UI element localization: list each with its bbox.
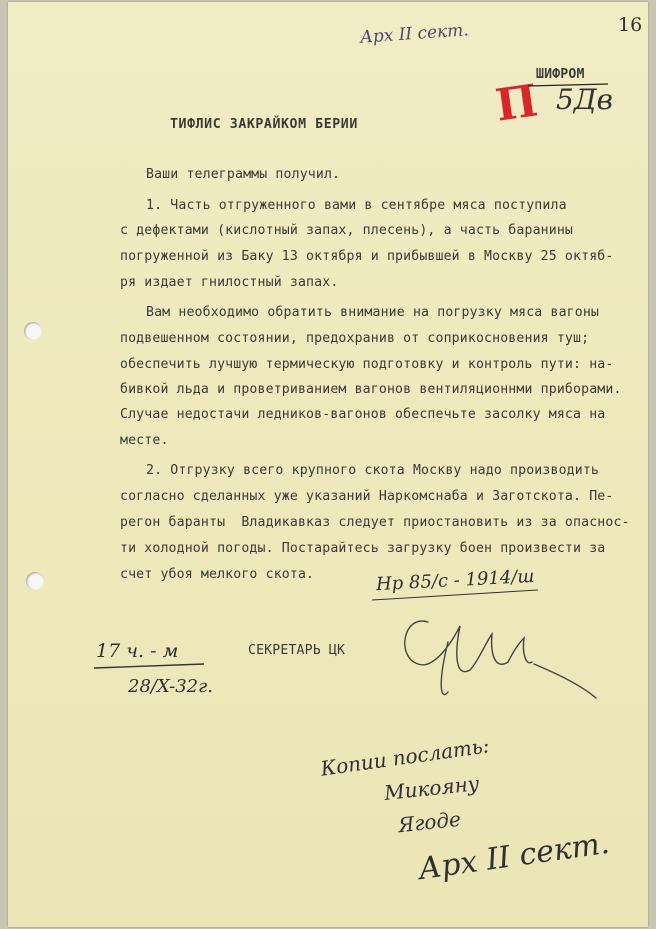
cipher-red-mark: П (492, 75, 541, 132)
stalin-signature (405, 621, 596, 698)
date-bottom: 28/X-32г. (128, 676, 213, 697)
body-line: ря издает гнилостный запах. (120, 275, 339, 290)
date-time-top: 17 ч. - м (96, 640, 179, 662)
body-line: Случае недостачи ледников-вагонов обеспечьте засолку мяса на (120, 407, 606, 422)
copy-note-line-3: Ягоде (396, 806, 462, 838)
body-line: регон баранты Владикавказ следует приостановить из за опаснос- (120, 515, 630, 530)
body-line: Ваши телеграммы получил. (146, 167, 341, 182)
signatory-title: СЕКРЕТАРЬ ЦК (248, 643, 346, 658)
archive-mark-bottom: Арх II сект. (416, 825, 612, 888)
document-title: ТИФЛИС ЗАКРАЙКОМ БЕРИИ (170, 117, 358, 132)
body-line: бивкой льда и проветриванием вагонов вентиляционнми приборами. (120, 382, 622, 397)
copy-note-line-1: Копии послать: (319, 733, 491, 781)
body-line: подвешенном состоянии, предохранив от соприкосновения туш; (120, 331, 590, 346)
page-number: 16 (618, 14, 643, 36)
body-line: обеспечить лучшую термическую подготовку и контроль пути: на- (120, 357, 614, 372)
copy-note-line-2: Микояну (383, 771, 481, 805)
cipher-initials: 5Дв (556, 83, 613, 116)
handwriting-strokes (8, 2, 648, 927)
body-line: месте. (120, 433, 169, 448)
body-line: согласно сделанных уже указаний Наркомснаба и Заготскота. Пе- (120, 489, 614, 504)
body-line: 1. Часть отгруженного вами в сентябре мяса поступила (146, 198, 567, 213)
registration-number: Нр 85/с - 1914/ш (375, 565, 535, 596)
date-fraction-line (94, 664, 204, 668)
body-line: счет убоя мелкого скота. (120, 567, 315, 582)
body-line: 2. Отгрузку всего крупного скота Москву надо производить (146, 463, 600, 478)
cipher-underline (528, 84, 608, 86)
registration-underline (372, 590, 538, 600)
body-line: Вам необходимо обратить внимание на погрузку мяса вагоны (146, 305, 600, 320)
body-line: ти холодной погоды. Постарайтесь загрузку боен произвести за (120, 541, 606, 556)
body-line: с дефектами (кислотный запах, плесень), а часть баранины (120, 223, 574, 238)
body-line: погруженной из Баку 13 октября и прибывшей в Москву 25 октяб- (120, 249, 614, 264)
document-sheet (8, 2, 648, 927)
archive-mark-top: Арх II сект. (359, 20, 470, 48)
cipher-label: ШИФРОМ (536, 67, 585, 82)
